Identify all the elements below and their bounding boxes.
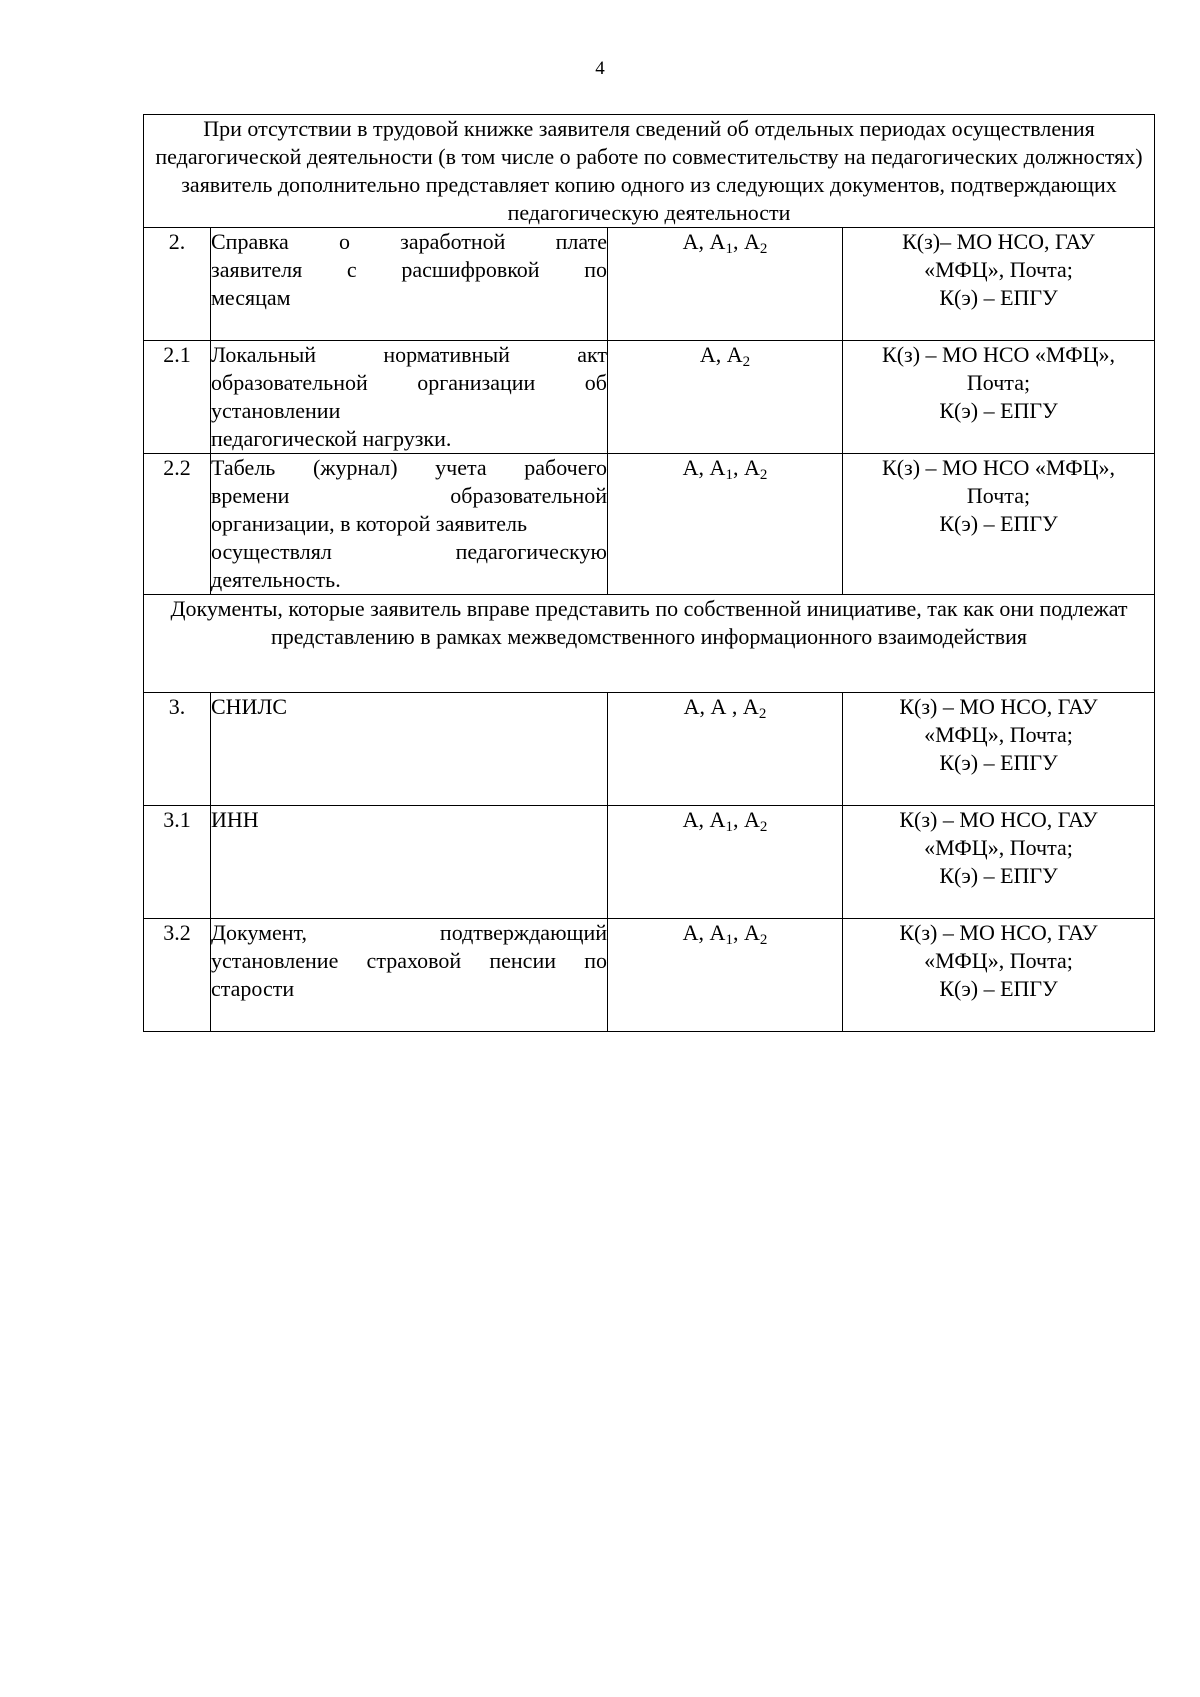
section-header-additional-docs: При отсутствии в трудовой книжке заявителя сведений об отдельных периодах осуществления педагогической деятельности (в том числе о работе по совместительству на педагогических должностях) заявитель дополнительно представляет копию одного из следующих документов, подтверждающих педагогическую деятельности: [144, 115, 1155, 228]
submission-method-line: «МФЦ», Почта;: [924, 948, 1073, 973]
submission-method-line: К(з)– МО НСО, ГАУ: [902, 229, 1095, 254]
applicant-code-part: 1: [725, 932, 733, 948]
submission-method-cell: [843, 919, 1155, 1032]
applicant-code-part: А, А: [682, 920, 726, 945]
applicant-code-part: , А: [732, 920, 760, 945]
document-name-cell: [211, 806, 608, 919]
submission-method-line: К(з) – МО НСО «МФЦ»,: [882, 342, 1115, 367]
submission-method-line: К(з) – МО НСО, ГАУ: [899, 807, 1098, 832]
document-name-cell: [211, 341, 608, 454]
row-number: 3.1: [144, 806, 211, 919]
submission-method-cell: [843, 806, 1155, 919]
document-name-line: образовательной организации об: [211, 370, 607, 395]
applicant-code-part: А, А , А: [683, 694, 759, 719]
submission-method-line: К(з) – МО НСО «МФЦ»,: [882, 455, 1115, 480]
document-name-line: организации, в которой заявитель: [211, 511, 528, 536]
submission-method-line: К(з) – МО НСО, ГАУ: [899, 920, 1098, 945]
applicant-code-part: 2: [759, 932, 768, 948]
applicant-code-part: 2: [759, 819, 768, 835]
section-header-row: [144, 115, 1155, 228]
submission-method-cell: [843, 228, 1155, 341]
applicant-code-part: А, А: [682, 455, 726, 480]
document-name-cell: [211, 693, 608, 806]
row-number: 2.: [144, 228, 211, 341]
applicant-code-part: 2: [742, 354, 751, 370]
row-number: 3.2: [144, 919, 211, 1032]
document-name-line: времени образовательной: [211, 483, 607, 508]
applicant-code-part: , А: [732, 807, 760, 832]
table-row: [144, 806, 1155, 919]
applicant-code-part: А, А: [682, 229, 726, 254]
document-name-cell: [211, 228, 608, 341]
submission-method-cell: [843, 341, 1155, 454]
section-header-row: [144, 595, 1155, 693]
table-row: [144, 228, 1155, 341]
applicant-code-part: 2: [759, 467, 768, 483]
submission-method-line: К(э) – ЕПГУ: [939, 285, 1058, 310]
document-name-line: месяцам: [211, 285, 291, 310]
applicant-code-part: , А: [732, 455, 760, 480]
table-row: [144, 919, 1155, 1032]
document-name-line: ИНН: [211, 807, 259, 832]
document-name-line: Табель (журнал) учета рабочего: [211, 455, 607, 480]
applicant-categories: [608, 228, 843, 341]
submission-method-line: К(э) – ЕПГУ: [939, 863, 1058, 888]
document-name-line: установление страховой пенсии по: [211, 948, 607, 973]
applicant-code-part: 2: [758, 706, 767, 722]
submission-method-cell: [843, 454, 1155, 595]
submission-method-line: К(э) – ЕПГУ: [939, 398, 1058, 423]
submission-method-line: Почта;: [966, 370, 1031, 395]
documents-table: [143, 114, 1155, 1032]
applicant-categories: [608, 693, 843, 806]
document-name-line: СНИЛС: [211, 694, 288, 719]
document-name-line: Документ, подтверждающий: [211, 920, 607, 945]
document-name-line: заявителя с расшифровкой по: [211, 257, 607, 282]
document-name-line: осуществлял педагогическую: [211, 539, 607, 564]
applicant-code-part: 2: [759, 241, 768, 257]
applicant-categories: [608, 454, 843, 595]
applicant-code-part: , А: [732, 229, 760, 254]
applicant-categories: [608, 919, 843, 1032]
applicant-code-part: А, А: [699, 342, 743, 367]
submission-method-line: К(э) – ЕПГУ: [939, 750, 1058, 775]
submission-method-line: К(э) – ЕПГУ: [939, 511, 1058, 536]
applicant-code-part: 1: [725, 467, 733, 483]
table-row: [144, 341, 1155, 454]
document-name-line: установлении: [211, 398, 341, 423]
table-row: [144, 454, 1155, 595]
applicant-code-part: А, А: [682, 807, 726, 832]
row-number: 2.2: [144, 454, 211, 595]
page-number: 4: [595, 58, 605, 79]
applicant-code-part: 1: [725, 819, 733, 835]
document-name-cell: [211, 919, 608, 1032]
row-number: 3.: [144, 693, 211, 806]
submission-method-cell: [843, 693, 1155, 806]
submission-method-line: «МФЦ», Почта;: [924, 722, 1073, 747]
document-name-line: Справка о заработной плате: [211, 229, 607, 254]
section-header-own-initiative-docs: Документы, которые заявитель вправе представить по собственной инициативе, так как они подлежат представлению в рамках межведомственного информационного взаимодействия: [144, 595, 1155, 693]
submission-method-line: «МФЦ», Почта;: [924, 835, 1073, 860]
document-name-line: Локальный нормативный акт: [211, 342, 607, 367]
submission-method-line: Почта;: [966, 483, 1031, 508]
applicant-categories: [608, 806, 843, 919]
submission-method-line: К(э) – ЕПГУ: [939, 976, 1058, 1001]
submission-method-line: «МФЦ», Почта;: [924, 257, 1073, 282]
applicant-categories: [608, 341, 843, 454]
document-name-cell: [211, 454, 608, 595]
document-name-line: деятельность.: [211, 567, 341, 592]
applicant-code-part: 1: [725, 241, 733, 257]
document-name-line: старости: [211, 976, 295, 1001]
row-number: 2.1: [144, 341, 211, 454]
table-row: [144, 693, 1155, 806]
document-name-line: педагогической нагрузки.: [211, 426, 452, 451]
submission-method-line: К(з) – МО НСО, ГАУ: [899, 694, 1098, 719]
